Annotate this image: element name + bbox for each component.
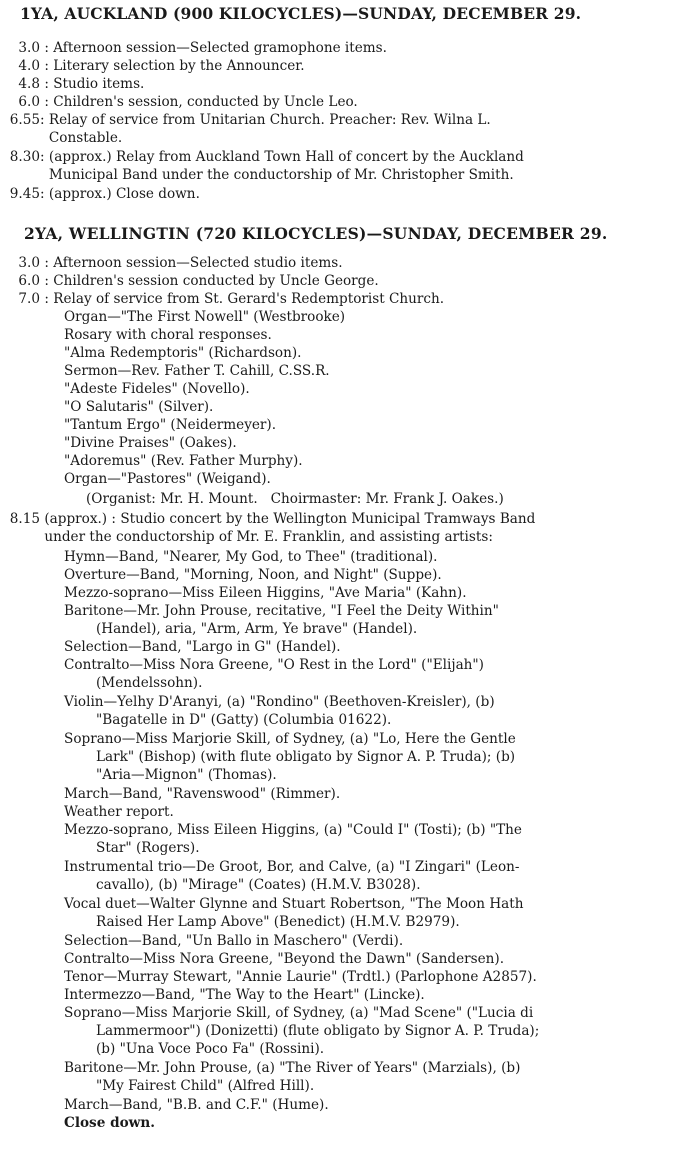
list-item bbox=[64, 858, 684, 894]
church-credits: (Organist: Mr. H. Mount. Choirmaster: Mr. Frank J. Oakes.) bbox=[86, 491, 504, 507]
item-text: Children's session conducted by Uncle George. bbox=[53, 273, 379, 289]
list-item bbox=[64, 693, 684, 729]
list-item: Organ—"Pastores" (Weigand). bbox=[64, 471, 271, 487]
line: (Handel), aria, "Arm, Arm, Ye brave" (Handel). bbox=[96, 621, 418, 638]
item-time: 3.0 bbox=[18, 255, 40, 271]
line: Lark" (Bishop) (with flute obligato by Signor A. P. Truda); (b) bbox=[96, 749, 516, 766]
line: Contralto—Miss Nora Greene, "O Rest in the Lord" ("Elijah") bbox=[64, 657, 484, 673]
item-separator: : bbox=[40, 94, 54, 110]
item-time: 4.0 bbox=[18, 58, 40, 74]
item-separator: : bbox=[40, 112, 49, 128]
line: Star" (Rogers). bbox=[96, 840, 200, 857]
list-item: "Alma Redemptoris" (Richardson). bbox=[64, 345, 302, 361]
item-separator: : bbox=[40, 76, 54, 92]
list-item: Overture—Band, "Morning, Noon, and Night" (Suppe). bbox=[64, 567, 442, 583]
list-item bbox=[64, 895, 684, 931]
section-heading-1ya: 1YA, AUCKLAND (900 KILOCYCLES)—SUNDAY, DECEMBER 29. bbox=[20, 4, 582, 23]
list-item bbox=[64, 730, 684, 784]
line: Instrumental trio—De Groot, Bor, and Calve, (a) "I Zingari" (Leon- bbox=[64, 859, 520, 875]
list-item: Organ—"The First Nowell" (Westbrooke) bbox=[64, 309, 346, 325]
item-time: 9.45 bbox=[9, 186, 40, 202]
list-item: Weather report. bbox=[64, 804, 174, 820]
item-text: (approx.) Close down. bbox=[48, 186, 200, 202]
list-item: Selection—Band, "Largo in G" (Handel). bbox=[64, 639, 341, 655]
item-separator: : bbox=[40, 149, 49, 165]
line: cavallo), (b) "Mirage" (Coates) (H.M.V. B3028). bbox=[96, 877, 421, 894]
line: Raised Her Lamp Above" (Benedict) (H.M.V. B2979). bbox=[96, 914, 460, 931]
item-separator: : bbox=[40, 255, 54, 271]
item-separator: : bbox=[40, 40, 54, 56]
item-time: 8.15 bbox=[9, 511, 40, 527]
list-item bbox=[64, 821, 684, 857]
item-text: Literary selection by the Announcer. bbox=[53, 58, 305, 74]
item-separator: : bbox=[40, 186, 49, 202]
list-item bbox=[6, 111, 686, 147]
item-time: 7.0 bbox=[18, 291, 40, 307]
line: Mezzo-soprano, Miss Eileen Higgins, (a) "Could I" (Tosti); (b) "The bbox=[64, 822, 522, 838]
line: Vocal duet—Walter Glynne and Stuart Robertson, "The Moon Hath bbox=[64, 896, 524, 912]
item-text: Relay of service from Unitarian Church. Preacher: Rev. Wilna L. Constable. bbox=[48, 112, 491, 147]
line: "Aria—Mignon" (Thomas). bbox=[96, 767, 277, 784]
list-item: "Divine Praises" (Oakes). bbox=[64, 435, 237, 451]
list-item bbox=[64, 602, 684, 638]
line: Lammermoor") (Donizetti) (flute obligato by Signor A. P. Truda); bbox=[96, 1023, 540, 1040]
list-item: Rosary with choral responses. bbox=[64, 327, 272, 343]
list-item bbox=[6, 93, 686, 111]
list-item: March—Band, "B.B. and C.F." (Hume). bbox=[64, 1097, 329, 1113]
line: (Mendelssohn). bbox=[96, 675, 203, 692]
list-item bbox=[6, 75, 686, 93]
item-text: (approx.) : Studio concert by the Wellington Municipal Tramways Band under the conductorship of Mr. E. Franklin, and assisting artists: bbox=[44, 511, 536, 546]
item-text: (approx.) Relay from Auckland Town Hall of concert by the Auckland Municipal Band under the conductorship of Mr. Christopher Smith. bbox=[48, 149, 524, 184]
list-item: March—Band, "Ravenswood" (Rimmer). bbox=[64, 786, 341, 802]
item-time: 6.55 bbox=[9, 112, 40, 128]
list-item bbox=[6, 272, 686, 290]
line: Baritone—Mr. John Prouse, recitative, "I Feel the Deity Within" bbox=[64, 603, 499, 619]
list-item: Mezzo-soprano—Miss Eileen Higgins, "Ave Maria" (Kahn). bbox=[64, 585, 467, 601]
item-separator: : bbox=[40, 291, 54, 307]
list-item: Sermon—Rev. Father T. Cahill, C.SS.R. bbox=[64, 363, 330, 379]
item-text: Studio items. bbox=[53, 76, 145, 92]
line: Baritone—Mr. John Prouse, (a) "The River of Years" (Marzials), (b) bbox=[64, 1060, 521, 1076]
list-item: Contralto—Miss Nora Greene, "Beyond the Dawn" (Sandersen). bbox=[64, 951, 505, 967]
item-text: Relay of service from St. Gerard's Redemptorist Church. bbox=[53, 291, 445, 307]
item-text: Afternoon session—Selected gramophone items. bbox=[53, 40, 387, 56]
list-item: "Tantum Ergo" (Neidermeyer). bbox=[64, 417, 277, 433]
list-item bbox=[6, 39, 686, 57]
list-item bbox=[6, 57, 686, 75]
item-separator: : bbox=[40, 273, 54, 289]
list-item: "Adeste Fideles" (Novello). bbox=[64, 381, 250, 397]
list-item: Hymn—Band, "Nearer, My God, to Thee" (traditional). bbox=[64, 549, 438, 565]
list-item bbox=[6, 510, 686, 546]
line: "My Fairest Child" (Alfred Hill). bbox=[96, 1078, 315, 1095]
line: Violin—Yelhy D'Aranyi, (a) "Rondino" (Beethoven-Kreisler), (b) bbox=[64, 694, 495, 710]
line: Soprano—Miss Marjorie Skill, of Sydney, (a) "Mad Scene" ("Lucia di bbox=[64, 1005, 534, 1021]
list-item: "O Salutaris" (Silver). bbox=[64, 399, 214, 415]
list-item bbox=[6, 290, 686, 308]
item-time: 4.8 bbox=[18, 76, 40, 92]
list-item: Selection—Band, "Un Ballo in Maschero" (Verdi). bbox=[64, 933, 404, 949]
list-item: "Adoremus" (Rev. Father Murphy). bbox=[64, 453, 303, 469]
list-item: Close down. bbox=[64, 1115, 155, 1131]
item-text: Afternoon session—Selected studio items. bbox=[53, 255, 343, 271]
line: "Bagatelle in D" (Gatty) (Columbia 01622). bbox=[96, 712, 392, 729]
item-time: 6.0 bbox=[18, 273, 40, 289]
item-time: 6.0 bbox=[18, 94, 40, 110]
item-separator: : bbox=[40, 58, 54, 74]
list-item bbox=[6, 185, 686, 203]
list-item bbox=[64, 1059, 684, 1095]
item-time: 3.0 bbox=[18, 40, 40, 56]
section-heading-2ya: 2YA, WELLINGTIN (720 KILOCYCLES)—SUNDAY, DECEMBER 29. bbox=[24, 224, 608, 243]
item-time: 8.30 bbox=[9, 149, 40, 165]
list-item bbox=[64, 656, 684, 692]
list-item bbox=[6, 254, 686, 272]
list-item bbox=[6, 148, 686, 184]
list-item bbox=[64, 1004, 684, 1058]
line: Soprano—Miss Marjorie Skill, of Sydney, (a) "Lo, Here the Gentle bbox=[64, 731, 516, 747]
line: (b) "Una Voce Poco Fa" (Rossini). bbox=[96, 1041, 325, 1058]
item-text: Children's session, conducted by Uncle Leo. bbox=[53, 94, 358, 110]
list-item: Tenor—Murray Stewart, "Annie Laurie" (Trdtl.) (Parlophone A2857). bbox=[64, 969, 537, 985]
list-item: Intermezzo—Band, "The Way to the Heart" (Lincke). bbox=[64, 987, 425, 1003]
